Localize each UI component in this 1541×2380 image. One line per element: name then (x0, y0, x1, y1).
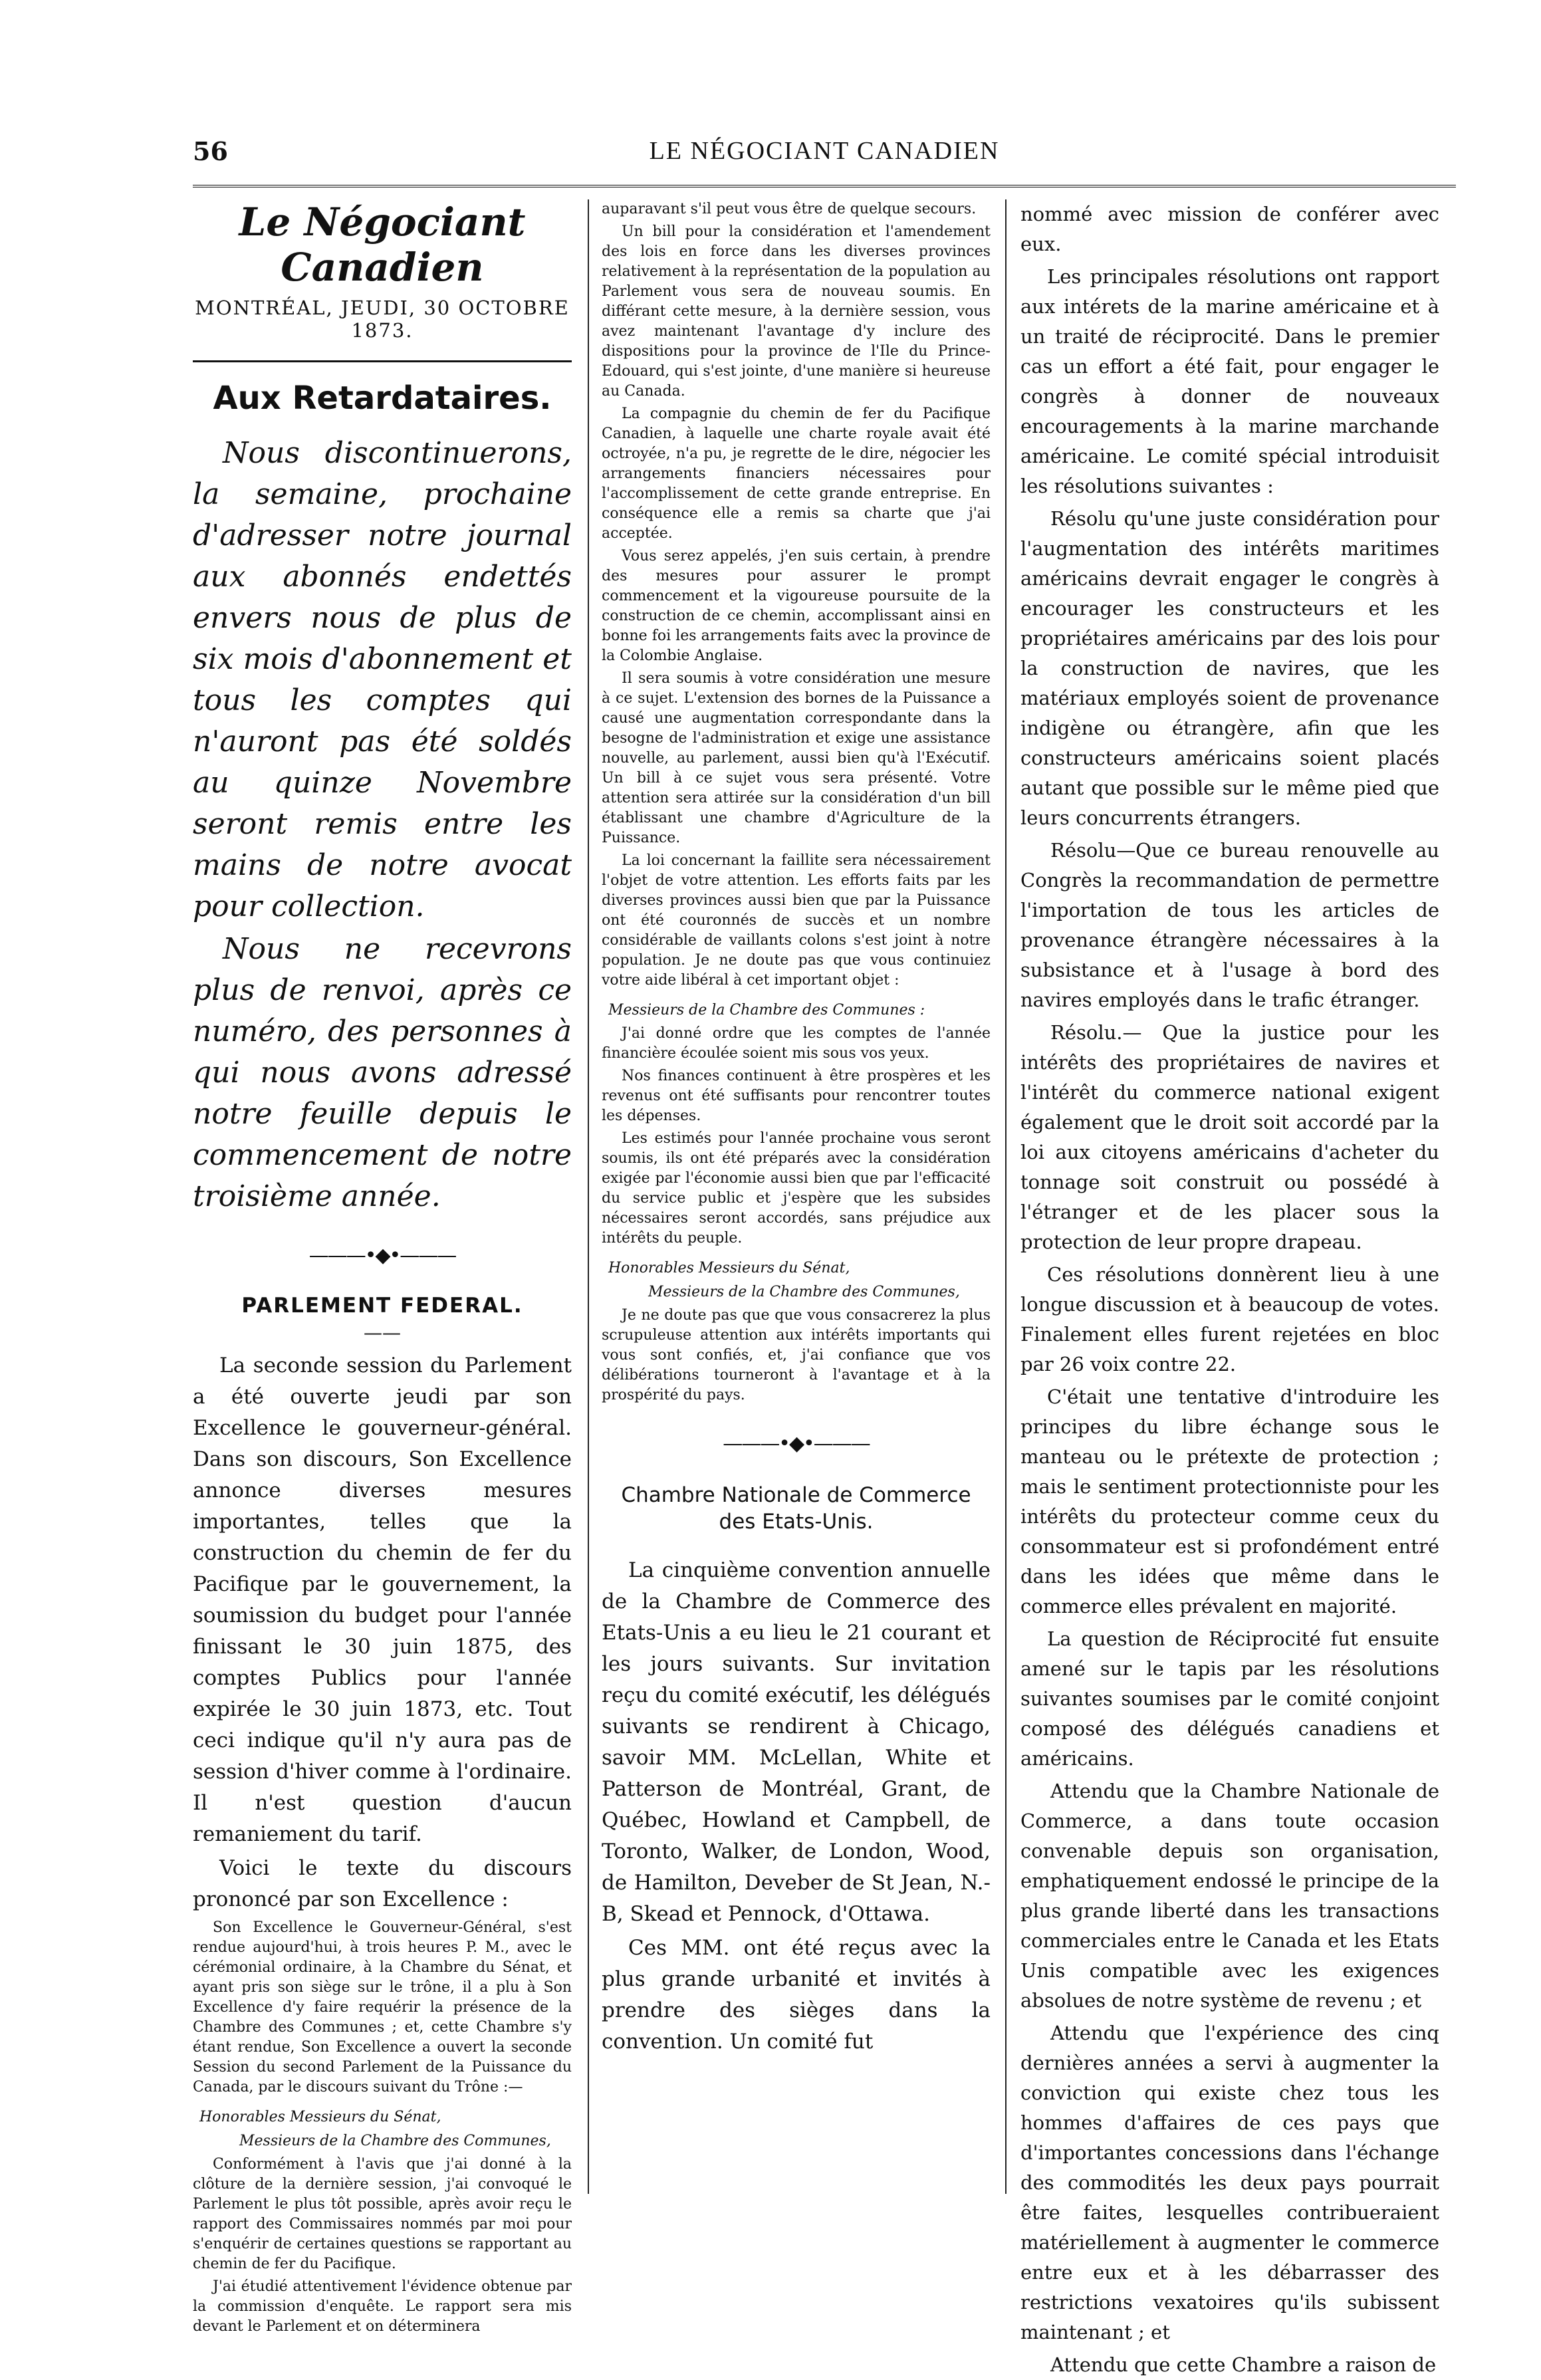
article-paragraph: Ces résolutions donnèrent lieu à une longue discussion et à beaucoup de votes. Finalement elles furent rejetées en bloc par 26 voix contre 22. (1020, 1263, 1439, 1375)
speech-paragraph: Conformément à l'avis que j'ai donné à la clôture de la dernière session, j'ai convoqué le Parlement le plus tôt possible, après avoir reçu le rapport des Commissaires nommés par moi pour s'enquérir de certaines questions se rapportant au chemin de fer du Pacifique. (193, 2156, 572, 2272)
dateline: MONTRÉAL, JEUDI, 30 OCTOBRE 1873. (195, 297, 570, 342)
speech-paragraph: auparavant s'il peut vous être de quelque secours. (602, 201, 977, 217)
resolution-paragraph: Résolu qu'une juste considération pour l'augmentation des intérêts maritimes américains devrait engager le congrès à encourager les constructeurs et les propriétaires américains par des lois pour la construction de navires, que les matériaux employés soient de provenance indigène ou étrangère, afin que les constructeurs américains soient placés autant que possible sur le même pied que leurs concurrents étrangers. (1020, 507, 1439, 829)
page-number: 56 (193, 136, 228, 166)
article-paragraph: C'était une tentative d'introduire les principes du libre échange sous le manteau ou le prétexte de protection ; mais le sentiment protectionniste pour les intérêts du protecteur comme ceux du consommateur est si profondément entré dans les idées que même dans le commerce elles prévalent en majorité. (1020, 1385, 1439, 1617)
column-1 (193, 199, 572, 2335)
article-paragraph: nommé avec mission de conférer avec eux. (1020, 203, 1439, 255)
article-paragraph: Les principales résolutions ont rapport aux intérets de la marine américaine et à un traité de réciprocité. Dans le premier cas un effort a été fait, pour engager le congrès à donner de nouveaux encouragements à la marine marchande américaine. Le comité spécial introduisit les résolutions suivantes : (1020, 265, 1439, 497)
speech-paragraph: Son Excellence le Gouverneur-Général, s'est rendue aujourd'hui, à trois heures P. M., avec le cérémonial ordinaire, à la Chambre du Sénat, et ayant pris son siège sur le trône, il a plu à Son Excellence d'y faire requérir la présence de la Chambre des Communes ; et, cette Chambre s'y étant rendue, Son Excellence a ouvert la seconde Session du second Parlement de la Puissance du Canada, par le discours suivant du Trône :— (193, 1919, 572, 2095)
notice-paragraph: Nous ne recevrons plus de renvoi, après ce numéro, des personnes à qui nous avons adressé notre feuille depuis le commencement de notre troisième année. (193, 932, 572, 1213)
attendu-paragraph: Attendu que l'expérience des cinq dernières années a servi à augmenter la conviction qui existe chez tous les hommes d'affaires de ces pays que d'importantes concessions dans l'échange des commodités les deux pays pourrait être faites, lesquelles contribueraient matériellement à augmenter le commerce entre eux et à les débarrasser des restrictions vexatoires qu'ils subissent maintenant ; et (1020, 2022, 1439, 2343)
column-3 (1020, 199, 1439, 2376)
article-title: Chambre Nationale de Commerce des Etats-Unis. (621, 1483, 971, 1534)
article-paragraph: La cinquième convention annuelle de la Chambre de Commerce des Etats-Unis a eu lieu le 21 courant et les jours suivants. Sur invitation reçu du comité exécutif, les délégués suivants se rendirent à Chicago, savoir MM. McLellan, White et Patterson de Montréal, Grant, de Québec, Howland et Campbell, de Toronto, Walker, de London, Wood, de Hamilton, Deveber de St Jean, N.-B, Skead et Pennock, d'Ottawa. (602, 1558, 991, 1926)
masthead: Le Négociant Canadien (239, 199, 526, 290)
speech-paragraph: Les estimés pour l'année prochaine vous seront soumis, ils ont été préparés avec la considération exigée par l'économie aussi bien que par l'efficacité du service public et j'espère que les subsides nécessaires seront accordés, sans préjudice aux intérêts du peuple. (602, 1130, 991, 1247)
speech-address: Honorables Messieurs du Sénat, (199, 2109, 441, 2125)
speech-paragraph: Je ne doute pas que que vous consacrerez la plus scrupuleuse attention aux intérêts importants qui vous sont confiés, et, j'ai confiance que vos délibérations tourneront à l'avantage et à la prospérité du pays. (602, 1307, 991, 1403)
article-paragraph: La seconde session du Parlement a été ouverte jeudi par son Excellence le gouverneur-général. Dans son discours, Son Excellence annonce diverses mesures importantes, telles que la construction du chemin de fer du Pacifique par le gouvernement, la soumission du budget pour l'année finissant le 30 juin 1875, des comptes Publics pour l'année expirée le 30 juin 1873, etc. Tout ceci indique qu'il n'y aura pas de session d'hiver comme à l'ordinaire. Il n'est question d'aucun remaniement du tarif. (193, 1354, 572, 1846)
header-rule (193, 185, 1456, 187)
speech-address: Messieurs de la Chambre des Communes : (608, 1002, 925, 1018)
notice-paragraph: Nous discontinuerons, la semaine, prochaine d'adresser notre journal aux abonnés endettés envers nous de plus de six mois d'abonnement et tous les comptes qui n'auront pas été soldés au quinze Novembre seront remis entre les mains de notre avocat pour collection. (193, 436, 572, 923)
attendu-paragraph: Attendu que la Chambre Nationale de Commerce, a dans toute occasion convenable depuis son organisation, emphatiquement endossé le principe de la plus grande liberté dans les transactions commerciales entre le Canada et les Etats Unis compatible avec les exigences absolues de notre système de revenu ; et (1020, 1780, 1439, 2012)
speech-paragraph: J'ai donné ordre que les comptes de l'année financière écoulée soient mis sous vos yeux. (602, 1025, 991, 1062)
article-paragraph: Ces MM. ont été reçus avec la plus grande urbanité et invités à prendre des sièges dans la convention. Un comité fut (602, 1936, 991, 2054)
article-paragraph: Voici le texte du discours prononcé par son Excellence : (193, 1856, 572, 1911)
column-2 (602, 199, 991, 2194)
ornament-divider: ———•◆•——— (308, 1244, 456, 1267)
resolution-paragraph: Résolu—Que ce bureau renouvelle au Congrès la recommandation de permettre l'importation de tous les articles de provenance étrangère nécessaires à la subsistance et à l'usage à bord des navires employés dans le trafic étranger. (1020, 839, 1439, 1011)
ornament-divider: ———•◆•——— (723, 1432, 870, 1455)
attendu-paragraph: Attendu que cette Chambre a raison de (1050, 2353, 1437, 2376)
speech-address: Messieurs de la Chambre des Communes, (239, 2133, 551, 2149)
speech-address: Honorables Messieurs du Sénat, (608, 1260, 850, 1276)
running-head (193, 136, 1456, 176)
journal-running-title: LE NÉGOCIANT CANADIEN (649, 137, 1000, 165)
notice-title: Aux Retardataires. (213, 380, 552, 417)
column-rule-1 (588, 199, 589, 2194)
speech-paragraph: Nos finances continuent à être prospères et les revenus ont été suffisants pour rencontrer toutes les dépenses. (602, 1068, 991, 1124)
speech-paragraph: La compagnie du chemin de fer du Pacifique Canadien, à laquelle une charte royale avait été octroyée, n'a pu, je regrette de le dire, négocier les arrangements financiers nécessaires pour l'accomplissement de cette grande entreprise. En conséquence elle a remis sa charte que j'ai acceptée. (602, 406, 991, 542)
speech-paragraph: Il sera soumis à votre considération une mesure à ce sujet. L'extension des bornes de la Puissance a causé une augmentation correspondante dans la besogne de l'administration et exige une assistance nouvelle, au parlement, aussi bien qu'à l'Exécutif. Un bill à ce sujet vous sera présenté. Votre attention sera attirée sur la considération d'un bill établissant une chambre d'Agriculture de la Puissance. (602, 670, 991, 846)
masthead-rule (193, 360, 572, 362)
speech-paragraph: J'ai étudié attentivement l'évidence obtenue par la commission d'enquête. Le rapport sera mis devant le Parlement et on déterminera (193, 2278, 572, 2335)
section-title: PARLEMENT FEDERAL. (241, 1294, 523, 1318)
speech-paragraph: Un bill pour la considération et l'amendement des lois en force dans les diverses provinces relativement à la représentation de la population au Parlement vous sera de nouveau soumis. En différant cette mesure, à la dernière session, vous avez maintenant l'avantage d'y inclure des dispositions pour la province de l'Ile du Prince-Edouard, qui s'est jointe, d'une manière si heureuse au Canada. (602, 223, 991, 400)
column-rule-2 (1005, 199, 1007, 2194)
speech-paragraph: La loi concernant la faillite sera nécessairement l'objet de votre attention. Les efforts faits par les diverses provinces aussi bien que par la Puissance ont été couronnés de succès et un nombre considérable de vaillants colons s'est joint à notre population. Je ne doute pas que vous continuiez votre aide libéral à cet important objet : (602, 852, 991, 989)
resolution-paragraph: Résolu.— Que la justice pour les intérêts des propriétaires de navires et l'intérêt du commerce national exigent également que le droit soit accordé par la loi aux citoyens américains d'acheter du tonnage soit construit ou possédé à l'étranger et de les placer sous la protection de leur propre drapeau. (1020, 1021, 1439, 1253)
article-paragraph: La question de Réciprocité fut ensuite amené sur le tapis par les résolutions suivantes soumises par le comité conjoint composé des délégués canadiens et américains. (1020, 1627, 1439, 1770)
speech-paragraph: Vous serez appelés, j'en suis certain, à prendre des mesures pour assurer le prompt commencement et la vigoureuse poursuite de la construction de ce chemin, accomplissant ainsi en bonne foi les arrangements faits avec la province de la Colombie Anglaise. (602, 548, 991, 664)
speech-address: Messieurs de la Chambre des Communes, (648, 1284, 960, 1300)
section-dash: —— (364, 1322, 401, 1344)
